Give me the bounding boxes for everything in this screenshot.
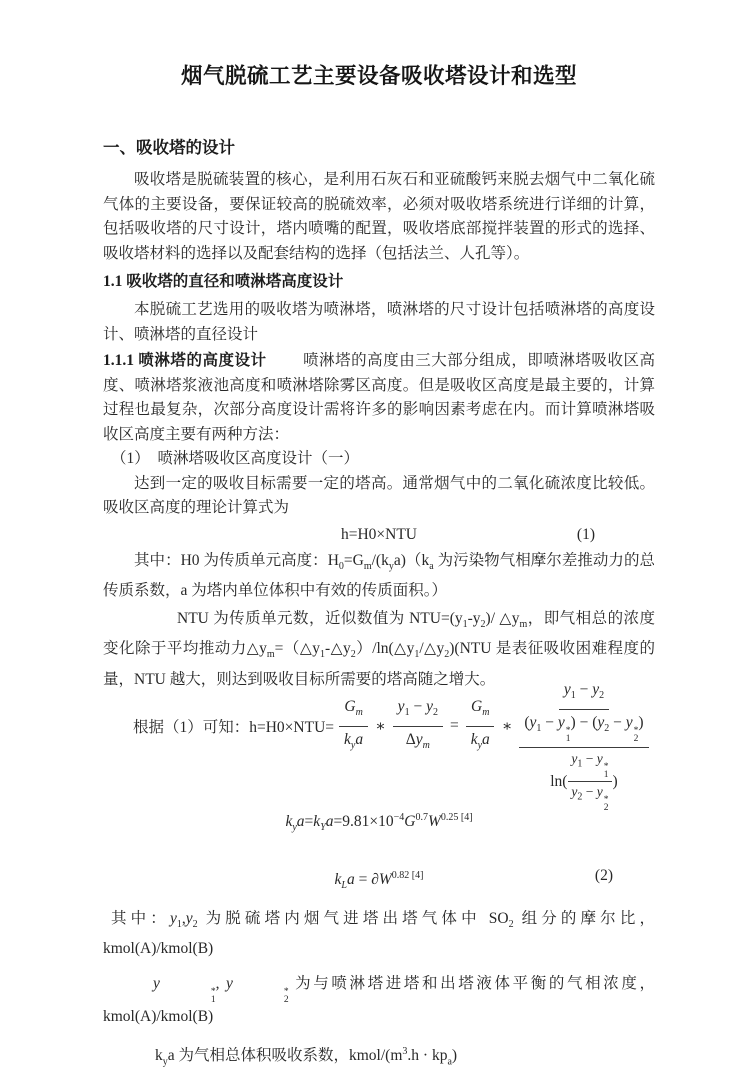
equation-2-number: (2) <box>594 866 613 884</box>
ln-expression <box>550 751 618 812</box>
multiply-operator: ∗ <box>501 717 513 735</box>
fraction-denominator: $k_ya$ <box>470 730 490 751</box>
fraction-denominator <box>545 748 623 813</box>
equation-2-body: $k_La = \partial W^{0.82 [4]}$ <box>334 869 424 891</box>
ln-close-text: ) <box>612 772 618 790</box>
paragraph-1-1: 本脱硫工艺选用的吸收塔为喷淋塔，喷淋塔的尺寸设计包括喷淋塔的高度设计、喷淋塔的直径设计 <box>103 301 655 343</box>
fraction-numerator: ($y_1 - y$ * 1 ) − ($y_2 - y$ * 2 ) <box>519 712 648 748</box>
fraction-denominator: $k_ya$ <box>344 730 364 751</box>
ln-inner-fraction <box>568 751 611 812</box>
fraction-denominator: $y_2 - y$ * 2 <box>571 784 609 814</box>
paragraph-ntu-definition: NTU 为传质单元数，近似数值为 $NTU=(y_1-y_2)/$ $\triangle y_m$，即气相总的浓度变化除于平均推动力$\triangle y_m=(\triangle y_1-\triangle y_2)/\ln(\triangle y_1/\triangle y_2)(NTU$ 是表征吸收困难程度的量，NTU 越大，则达到吸收目标所需要的塔高随之增大。 <box>103 609 655 688</box>
where-clause-line-3: $k_ya$ 为气相总体积吸收系数，kmol/$(m^3.h \cdot kp_a)$ <box>155 1045 458 1068</box>
heading-1-1-1: 1.1.1 喷淋塔的高度设计 <box>103 352 267 369</box>
where-clause-line-2: y * 1 , y * 2 为与喷淋塔进塔和出塔液体平衡的气相浓度，kmol(A)/kmol(B) <box>103 974 655 1025</box>
fraction-denominator: $\Delta y_m$ <box>405 730 430 751</box>
list-item-1-heading: （1） 喷淋塔吸收区高度设计（一） <box>111 450 360 467</box>
ln-open-text: ln( <box>550 772 568 790</box>
paragraph-h0-definition: 其中：H0 为传质单元高度：$H_0=G_m/(k_ya)(k_a$ 为污染物气相摩尔差推动力的总传质系数，a 为塔内单位体积中有效的传质面积。） <box>103 551 655 600</box>
formula-lead-text: 根据（1）可知：h=H0×NTU= <box>133 719 335 737</box>
section-1-heading: 一、吸收塔的设计 <box>103 139 235 157</box>
fraction-numerator: $G_m$ <box>339 696 367 727</box>
multiply-operator: ∗ <box>375 717 386 735</box>
derived-height-formula <box>103 681 655 814</box>
equation-1-body: h=H0×NTU <box>340 525 418 543</box>
equation-1-number: (1) <box>576 525 595 543</box>
fraction-gm-over-kya-2 <box>466 696 495 757</box>
intro-paragraph: 吸收塔是脱硫装置的核心，是利用石灰石和亚硫酸钙来脱去烟气中二氧化硫气体的主要设备，要保证较高的脱硫效率，必须对吸收塔系统进行详细的计算，包括吸收塔的尺寸设计，塔内喷嘴的配置，吸收塔底部搅拌装置的形式的选择、吸收塔材料的选择以及配套结构的选择（包括法兰、人孔等）。 <box>103 171 655 262</box>
paragraph-target-height: 达到一定的吸收目标需要一定的塔高。通常烟气中的二氧化硫浓度比较低。吸收区高度的理论计算式为 <box>103 474 655 516</box>
inner-fraction <box>519 712 648 813</box>
fraction-numerator: $G_m$ <box>466 696 494 727</box>
fraction-numerator: $y_1 - y_2$ <box>559 679 609 710</box>
big-nested-fraction <box>519 679 648 813</box>
where-clause-line-1: 其中：$y_1,y_2$ 为脱硫塔内烟气进塔出塔气体中 $SO_2$ 组分的摩尔比，kmol(A)/kmol(B) <box>103 909 655 957</box>
equation-1-row <box>103 523 655 547</box>
equals-operator: = <box>449 717 459 735</box>
fraction-numerator: $y_1 - y$ * 1 <box>568 751 611 782</box>
paragraph-1-1-1 <box>103 349 655 447</box>
fraction-gm-over-kya-1 <box>339 696 368 757</box>
heading-1-1: 1.1 吸收塔的直径和喷淋塔高度设计 <box>103 273 344 290</box>
fraction-numerator: $y_1 - y_2$ <box>393 696 443 727</box>
page-title: 烟气脱硫工艺主要设备吸收塔设计和选型 <box>180 64 577 88</box>
paragraph-1-1-1-text: 喷淋塔的高度由三大部分组成，即喷淋塔吸收区高度、喷淋塔浆液池高度和喷淋塔除雾区高度。但是吸收区高度是最主要的，计算过程也最复杂，次部分高度设计需将许多的影响因素考虑在内。而计算喷淋塔吸收区高度主要有两种方法： <box>103 352 655 443</box>
equation-kya-row: $k_ya=k_Ya=9.81\times 10^{-4}G^{0.7}W^{0.25 [4]}$ <box>285 812 473 834</box>
fraction-dy-over-dym <box>393 696 443 757</box>
equation-2-row <box>103 863 655 899</box>
fraction-denominator <box>519 710 648 813</box>
